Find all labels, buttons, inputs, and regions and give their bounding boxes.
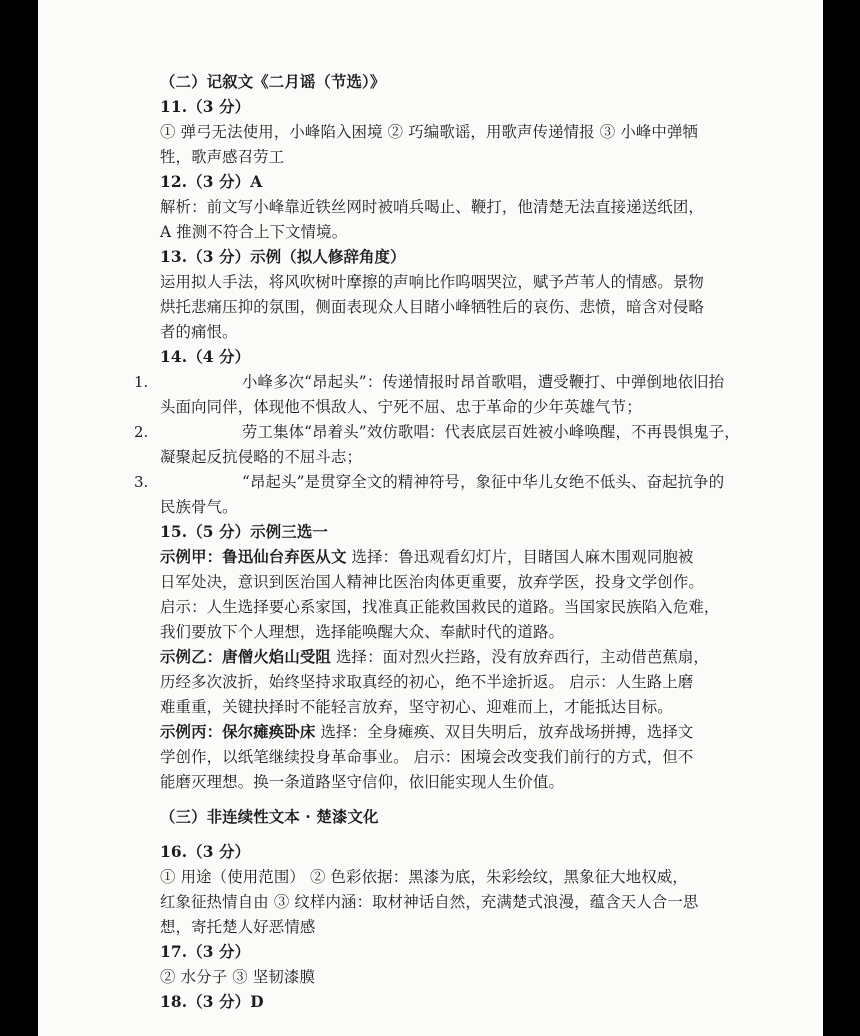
q11-label: 11.（3 分） [160,98,251,116]
q15-example-b-line: 历经多次波折，始终坚持求取真经的初心，绝不半途折返。 启示：人生路上磨 [160,673,694,691]
q15-example-b-line [160,646,709,668]
q15-example-b-line: 难重重，关键抉择时不能轻言放弃，坚守初心、迎难而上，才能抵达目标。 [160,698,673,716]
q17-label: 17.（3 分） [160,943,251,961]
q12-answer-line: A 推测不符合上下文情境。 [160,223,348,241]
q14-item-line: 头面向同伴，体现他不惧敌人、宁死不屈、忠于革命的少年英雄气节； [160,398,642,416]
q12-answer-line: 解析：前文写小峰靠近铁丝网时被哨兵喝止、鞭打，他清楚无法直接递送纸团， [160,198,704,216]
q15-example-a-line [160,546,693,568]
list-item-number: 3. [134,473,149,491]
q15-example-a-line: 启示：人生选择要心系家国，找准真正能救国救民的道路。当国家民族陷入危难， [160,598,720,616]
list-item-number: 2. [134,423,149,441]
q15-example-c-text: 选择：全身瘫痪、双目失明后，放弃战场拼搏，选择文 [315,723,694,741]
q14-item-line: 凝聚起反抗侵略的不屈斗志； [160,448,363,466]
q15-example-c-line: 能磨灭理想。换一条道路坚守信仰，依旧能实现人生价值。 [160,773,565,791]
q13-answer-line: 烘托悲痛压抑的氛围，侧面表现众人目睹小峰牺牲后的哀伤、悲愤，暗含对侵略 [160,298,704,316]
document-page [38,0,823,1036]
q15-example-a-head: 示例甲：鲁迅仙台弃医从文 [160,548,347,566]
list-item-number: 1. [134,373,149,391]
q16-answer-line: ① 用途（使用范围） ② 色彩依据：黑漆为底，朱彩绘纹，黑象征大地权威， [160,868,688,886]
q15-example-a-line: 我们要放下个人理想，选择能唤醒大众、奉献时代的道路。 [160,623,565,641]
section-2-title: （二）记叙文《二月谣（节选）》 [160,73,386,91]
q11-answer-line: ① 弹弓无法使用，小峰陷入困境 ② 巧编歌谣，用歌声传递情报 ③ 小峰中弹牺 [160,123,699,141]
q15-label: 15.（5 分）示例三选一 [160,523,328,541]
q17-answer-line: ② 水分子 ③ 坚韧漆膜 [160,968,315,986]
q15-example-a-line: 日军处决，意识到医治国人精神比医治肉体更重要，放弃学医，投身文学创作。 [160,573,704,591]
q15-example-c-line: 学创作，以纸笔继续投身革命事业。 启示：困境会改变我们前行的方式，但不 [160,748,694,766]
q14-item-line: 民族骨气。 [160,498,238,516]
q15-example-a-text: 选择：鲁迅观看幻灯片，目睹国人麻木围观同胞被 [346,548,694,566]
section-3-title: （三）非连续性文本 · 楚漆文化 [160,808,379,826]
q13-answer-line: 者的痛恨。 [160,323,238,341]
q14-item-line: 劳工集体“昂着头”效仿歌唱：代表底层百姓被小峰唤醒，不再畏惧鬼子， [242,423,740,441]
q16-answer-line: 想，寄托楚人好恶情感 [160,918,316,936]
q14-label: 14.（4 分） [160,348,251,366]
q14-item-line: “昂起头”是贯穿全文的精神符号，象征中华儿女绝不低头、奋起抗争的 [242,473,725,491]
q15-example-b-text: 选择：面对烈火拦路，没有放弃西行，主动借芭蕉扇， [330,648,709,666]
q15-example-c-head: 示例丙：保尔瘫痪卧床 [160,723,316,741]
q18-label: 18.（3 分）D [160,993,264,1011]
q12-label: 12.（3 分）A [160,173,263,191]
q14-item-line: 小峰多次“昂起头”：传递情报时昂首歌唱，遭受鞭打、中弹倒地依旧抬 [242,373,725,391]
q16-answer-line: 红象征热情自由 ③ 纹样内涵：取材神话自然，充满楚式浪漫，蕴含天人合一思 [160,893,699,911]
q11-answer-line: 牲，歌声感召劳工 [160,148,285,166]
q16-label: 16.（3 分） [160,843,251,861]
q13-answer-line: 运用拟人手法，将风吹树叶摩擦的声响比作呜咽哭泣，赋予芦苇人的情感。景物 [160,273,704,291]
q13-label: 13.（3 分）示例（拟人修辞角度） [160,248,406,266]
q15-example-b-head: 示例乙：唐僧火焰山受阻 [160,648,331,666]
q15-example-c-line [160,721,693,743]
